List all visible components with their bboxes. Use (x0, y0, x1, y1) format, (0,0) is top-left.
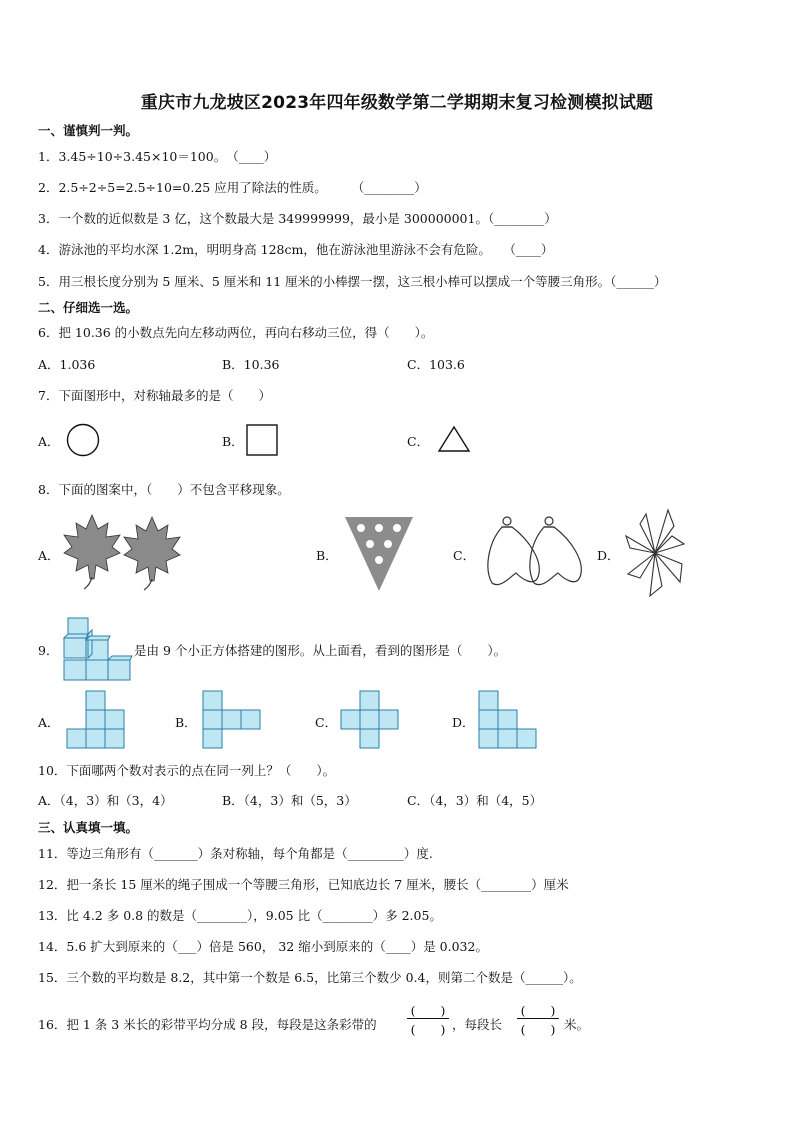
q8-option-d: D． (597, 548, 620, 563)
question-4: 4．游泳池的平均水深 1.2m，明明身高 128cm，他在游泳池里游泳不会有危险。 （____） (38, 242, 554, 257)
question-2: 2．2.5÷2÷5=2.5÷10=0.25 应用了除法的性质。 （________） (38, 180, 427, 195)
q6-option-a: A．1.036 (38, 357, 96, 372)
cube-stack-image (62, 614, 134, 682)
q16-fraction-2-numerator: ( ) (520, 1003, 556, 1018)
q6-option-b: B．10.36 (222, 357, 280, 372)
q10-option-a: A．（4，3）和（3，4） (38, 793, 173, 808)
q8-option-a: A． (38, 548, 60, 563)
q16-fraction-1 (405, 1001, 451, 1037)
question-14: 14．5.6 扩大到原来的（___）倍是 560， 32 缩小到原来的（____）是 0.032。 (38, 939, 488, 954)
question-7: 7．下面图形中，对称轴最多的是（ ） (38, 388, 271, 403)
question-8: 8．下面的图案中，（ ）不包含平移现象。 (38, 482, 290, 497)
question-1: 1．3.45÷10÷3.45×10＝100。 （____） (38, 149, 277, 164)
q16-fraction-1-bar (407, 1018, 449, 1019)
section-2-heading: 二、仔细选一选。 (38, 300, 139, 315)
question-10: 10．下面哪两个数对表示的点在同一列上？（ ）。 (38, 763, 336, 778)
question-9-text: 是由 9 个小正方体搭建的图形。从上面看，看到的图形是（ ）。 (134, 643, 507, 658)
circle-shape (66, 423, 100, 457)
flower-triangle-image (344, 516, 414, 592)
q9-option-d-grid (478, 690, 540, 750)
double-bag-image (482, 513, 582, 593)
question-16-part2: ，每段长 (452, 1017, 503, 1032)
triangle-shape (437, 425, 471, 453)
page-title: 重庆市九龙坡区2023年四年级数学第二学期期末复习检测模拟试题 (140, 93, 654, 113)
q7-option-a: A． (38, 434, 60, 449)
question-5: 5．用三根长度分别为 5 厘米、5 厘米和 11 厘米的小棒摆一摆，这三根小棒可以摆成一个等腰三角形。（______） (38, 274, 667, 289)
q16-fraction-1-numerator: ( ) (410, 1003, 446, 1018)
q7-option-b: B． (222, 434, 244, 449)
q9-option-b-grid (202, 690, 264, 750)
q9-option-a: A． (38, 715, 60, 730)
square-shape (246, 424, 278, 456)
pinwheel-image (624, 508, 686, 598)
q16-fraction-2-bar (517, 1018, 559, 1019)
question-12: 12．把一条长 15 厘米的绳子围成一个等腰三角形，已知底边长 7 厘米，腰长（________）厘米 (38, 877, 569, 892)
q7-option-c: C． (407, 434, 430, 449)
question-6: 6．把 10.36 的小数点先向左移动两位，再向右移动三位，得（ ）。 (38, 325, 434, 340)
maple-leaves-image (62, 513, 184, 591)
q16-fraction-1-denominator: ( ) (410, 1022, 446, 1037)
question-13: 13．比 4.2 多 0.8 的数是（________），9.05 比（________）多 2.05。 (38, 908, 442, 923)
question-3: 3．一个数的近似数是 3 亿，这个数最大是 349999999，最小是 300000001。（________） (38, 211, 557, 226)
q8-option-b: B． (316, 548, 338, 563)
q9-option-c: C． (315, 715, 338, 730)
q9-option-c-grid (340, 690, 402, 750)
q9-option-a-grid (66, 690, 128, 750)
q10-option-b: B．（4，3）和（5，3） (222, 793, 357, 808)
q16-fraction-2-denominator: ( ) (520, 1022, 556, 1037)
q16-fraction-2 (515, 1001, 561, 1037)
question-16-part1: 16．把 1 条 3 米长的彩带平均分成 8 段，每段是这条彩带的 (38, 1017, 377, 1032)
q8-option-c: C． (453, 548, 476, 563)
section-1-heading: 一、谨慎判一判。 (38, 123, 139, 138)
q9-option-d: D． (452, 715, 475, 730)
q10-option-c: C．（4，3）和（4，5） (407, 793, 543, 808)
section-3-heading: 三、认真填一填。 (38, 820, 139, 835)
question-16-part3: 米。 (564, 1017, 590, 1032)
q9-option-b: B． (175, 715, 197, 730)
q6-option-c: C．103.6 (407, 357, 465, 372)
question-11: 11．等边三角形有（_______）条对称轴，每个角都是（_________）度. (38, 846, 433, 861)
question-15: 15．三个数的平均数是 8.2，其中第一个数是 6.5，比第三个数少 0.4，则第二个数是（______）。 (38, 970, 582, 985)
question-9-number: 9． (38, 643, 59, 658)
